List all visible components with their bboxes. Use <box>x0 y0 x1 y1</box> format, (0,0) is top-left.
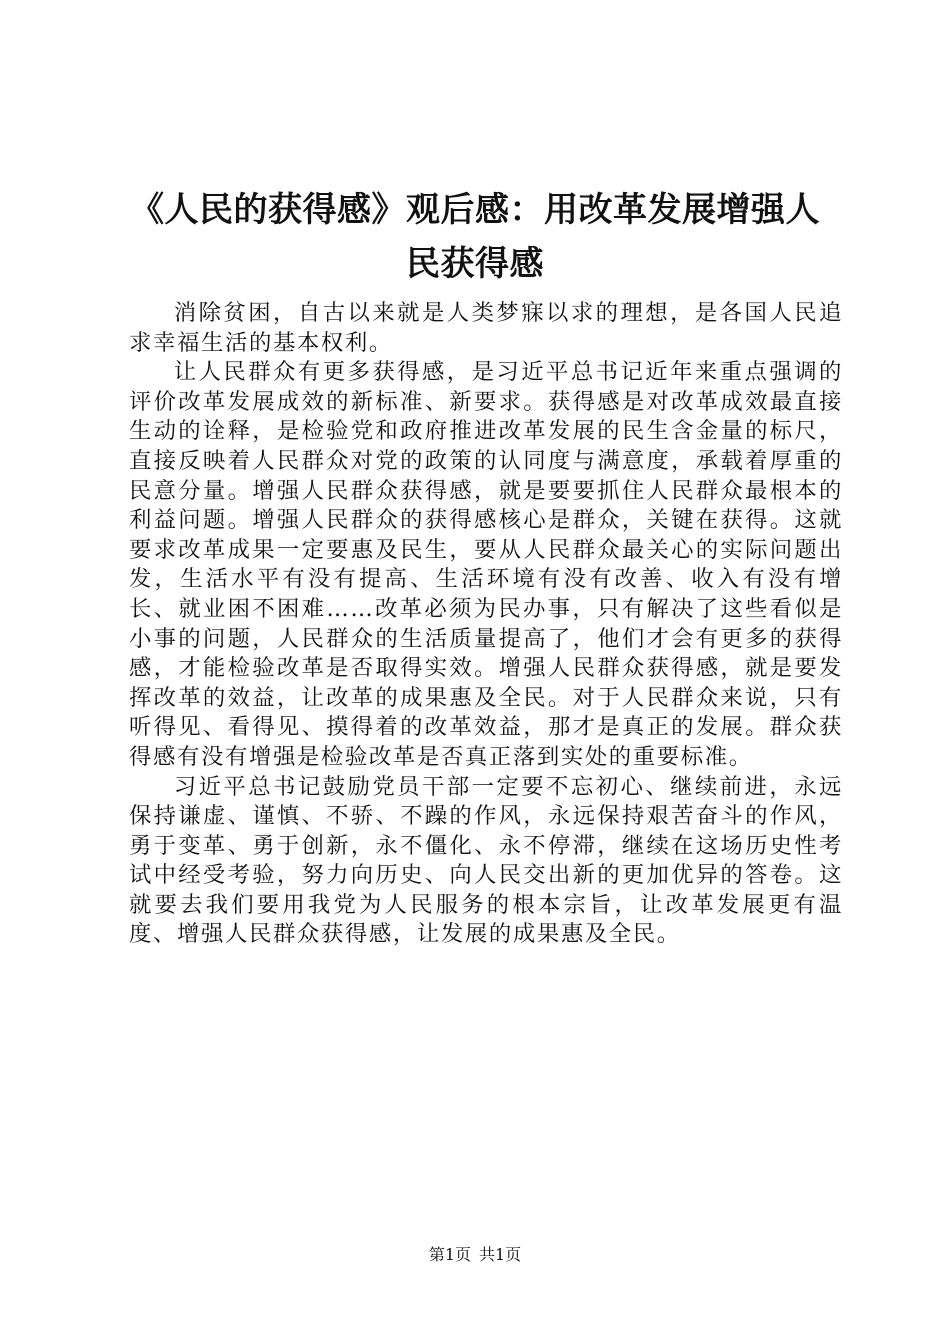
document-title: 《人民的获得感》观后感：用改革发展增强人民获得感 <box>130 190 820 284</box>
paragraph-1: 消除贫困，自古以来就是人类梦寐以求的理想，是各国人民追求幸福生活的基本权利。 <box>129 300 843 356</box>
page-number: 第1页 <box>428 1245 471 1264</box>
paragraph-3: 习近平总书记鼓励党员干部一定要不忘初心、继续前进，永远保持谦虚、谨慎、不骄、不躁的作风，永远保持艰苦奋斗的作风，勇于变革、勇于创新，永不僵化、永不停滞，继续在这场历史性考试中经受考验，努力向历史、向人民交出新的更加优异的答卷。这就要去我们要用我党为人民服务的根本宗旨，让改革发展更有温度、增强人民群众获得感，让发展的成果惠及全民。 <box>129 773 843 948</box>
page-footer <box>0 1245 950 1265</box>
paragraph-2: 让人民群众有更多获得感，是习近平总书记近年来重点强调的评价改革发展成效的新标准、新要求。获得感是对改革成效最直接生动的诠释，是检验党和政府推进改革发展的民生含金量的标尺，直接反映着人民群众对党的政策的认同度与满意度，承载着厚重的民意分量。增强人民群众获得感，就是要要抓住人民群众最根本的利益问题。增强人民群众的获得感核心是群众，关键在获得。这就要求改革成果一定要惠及民生，要从人民群众最关心的实际问题出发，生活水平有没有提高、生活环境有没有改善、收入有没有增长、就业困不困难……改革必须为民办事，只有解决了这些看似是小事的问题，人民群众的生活质量提高了，他们才会有更多的获得感，才能检验改革是否取得实效。增强人民群众获得感，就是要发挥改革的效益，让改革的成果惠及全民。对于人民群众来说，只有听得见、看得见、摸得着的改革效益，那才是真正的发展。群众获得感有没有增强是检验改革是否真正落到实处的重要标准。 <box>129 359 843 770</box>
document-body <box>129 299 843 950</box>
total-pages: 共1页 <box>479 1245 522 1264</box>
